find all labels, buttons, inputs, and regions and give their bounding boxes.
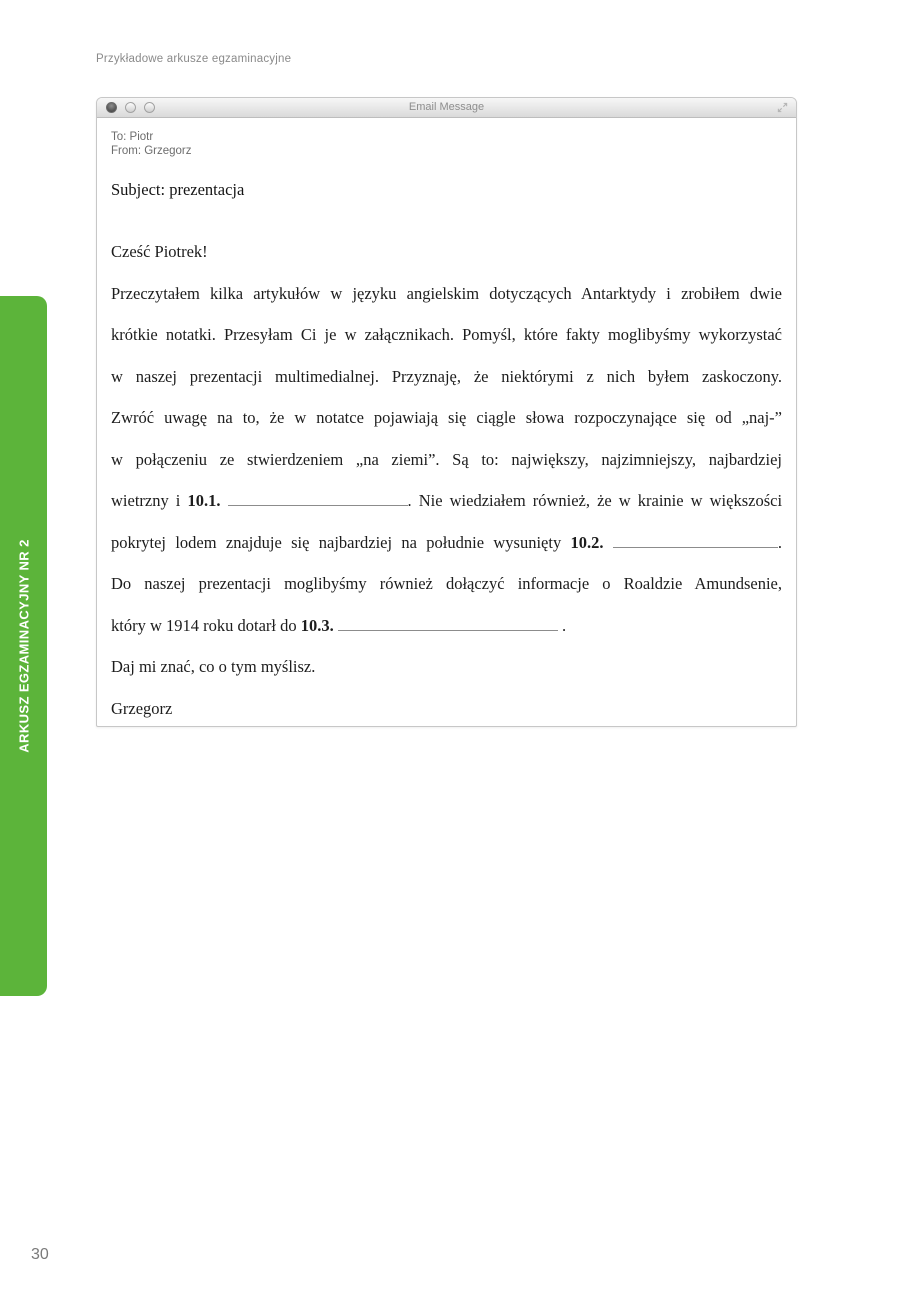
gap-text-after: . Nie wiedziałem również, że w krainie w większości	[407, 491, 783, 510]
page-number: 30	[31, 1246, 49, 1263]
minimize-button-icon	[125, 102, 136, 113]
body-line: w połączeniu ze stwierdzeniem „na ziemi”. Są to: największy, najzimniejszy, najbardziej	[111, 449, 782, 469]
window-controls	[106, 102, 155, 113]
body-line: Do naszej prezentacji moglibyśmy również dołączyć informacje o Roaldzie Amundsenie,	[111, 574, 782, 593]
gap-number-10-1: 10.1.	[187, 491, 221, 510]
email-window	[96, 97, 797, 727]
email-content	[97, 118, 796, 729]
email-body	[111, 231, 782, 729]
signature: Grzegorz	[111, 698, 173, 718]
greeting: Cześć Piotrek!	[111, 242, 208, 261]
email-subject: Subject: prezentacja	[111, 180, 245, 199]
answer-blank-10-1	[228, 489, 408, 507]
email-from: From: Grzegorz	[111, 145, 192, 157]
sidebar-tab-label: ARKUSZ EGZAMINACYJNY NR 2	[16, 539, 31, 753]
window-title: Email Message	[408, 101, 485, 113]
answer-blank-10-3	[338, 613, 558, 631]
zoom-button-icon	[144, 102, 155, 113]
gap-text-before: wietrzny i	[111, 491, 181, 510]
body-line-gap-10-1	[111, 480, 782, 522]
close-button-icon	[106, 102, 117, 113]
closing-line: Daj mi znać, co o tym myślisz.	[111, 657, 316, 676]
body-line: krótkie notatki. Przesyłam Ci je w załącznikach. Pomyśl, które fakty moglibyśmy wykorzystać	[111, 325, 782, 344]
gap-text-after: .	[777, 532, 783, 552]
body-line-gap-10-2	[111, 522, 782, 564]
document-header: Przykładowe arkusze egzaminacyjne	[96, 53, 292, 65]
email-to: To: Piotr	[111, 131, 154, 143]
titlebar	[97, 98, 796, 118]
gap-number-10-3: 10.3.	[300, 615, 334, 635]
body-line: Przeczytałem kilka artykułów w języku angielskim dotyczących Antarktydy i zrobiłem dwie	[111, 283, 782, 303]
gap-text-before: który w 1914 roku dotarł do	[111, 615, 297, 635]
answer-blank-10-2	[613, 530, 778, 548]
body-line: Zwróć uwagę na to, że w notatce pojawiają się ciągle słowa rozpoczynające się od „naj-”	[111, 408, 782, 427]
gap-text-before: pokrytej lodem znajduje się najbardziej na południe wysunięty	[111, 532, 562, 552]
resize-diagonal-icon	[777, 102, 788, 113]
sidebar-tab-arkusz-2	[0, 296, 47, 996]
body-line: w naszej prezentacji multimedialnej. Przyznaję, że niektórymi z nich byłem zaskoczony.	[111, 366, 782, 386]
gap-text-after: .	[557, 615, 567, 635]
body-line-gap-10-3	[111, 605, 782, 647]
gap-number-10-2: 10.2.	[570, 532, 604, 552]
